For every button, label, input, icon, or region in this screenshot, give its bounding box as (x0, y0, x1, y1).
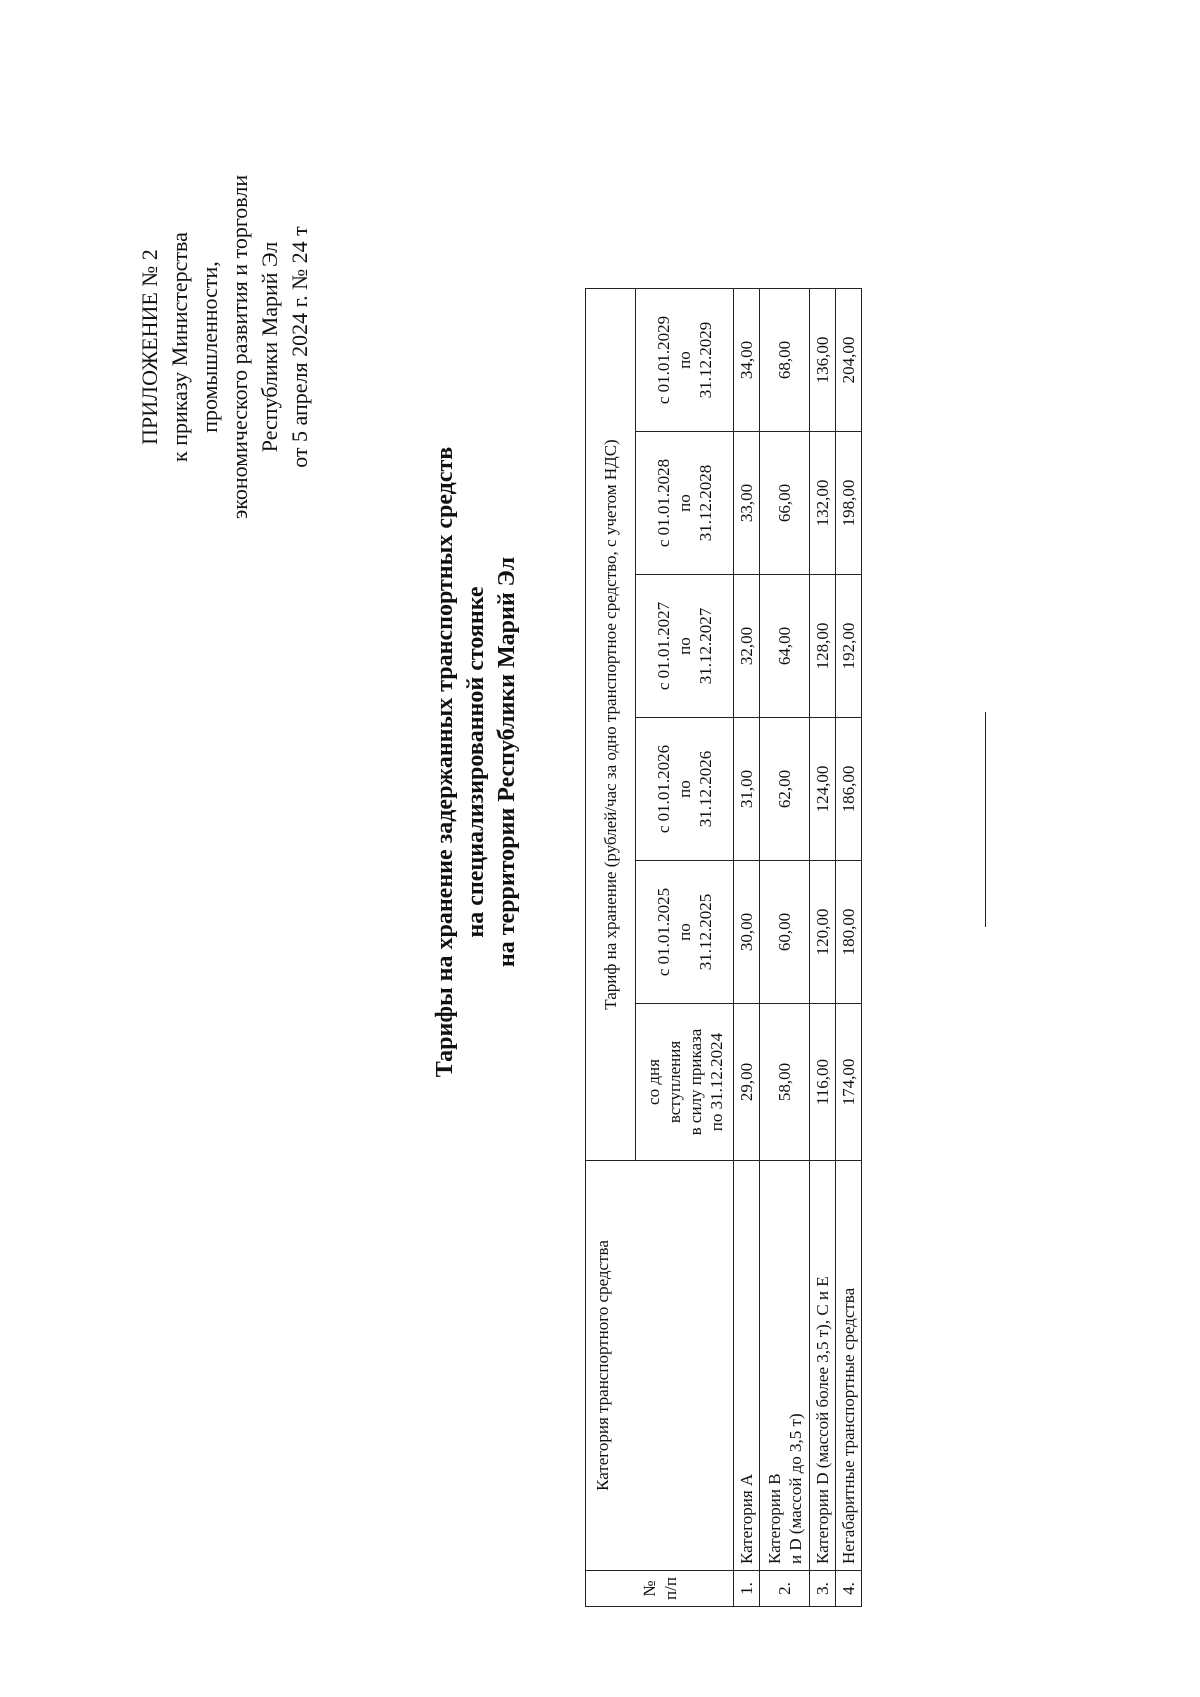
category-line: Категории D (массой более 3,5 т), С и Е (813, 1276, 832, 1564)
tariff-value: 192,00 (836, 575, 862, 718)
period-line: 31.12.2026 (696, 750, 715, 828)
period-line: с 01.01.2025 (654, 887, 673, 977)
title-line: на территории Республики Марий Эл (494, 556, 520, 968)
row-category (760, 1161, 810, 1571)
period-line: со дня (643, 1059, 663, 1105)
period-line: 31.12.2029 (696, 321, 715, 399)
table-row (810, 289, 836, 1607)
header-period (636, 861, 734, 1004)
header-category: Категория транспортного средства (586, 1161, 734, 1571)
period-line: 31.12.2027 (696, 607, 715, 685)
header-period (636, 575, 734, 718)
header-period (636, 432, 734, 575)
category-line: Негабаритные транспортные средства (839, 1287, 858, 1564)
tariff-value: 32,00 (734, 575, 760, 718)
tariff-value: 204,00 (836, 289, 862, 432)
period-line: по (675, 494, 694, 512)
title-line: на специализированной стоянке (463, 586, 489, 938)
tariff-value: 198,00 (836, 432, 862, 575)
period-line: в силу приказа (685, 1028, 705, 1136)
header-period (636, 718, 734, 861)
appendix-line: ПРИЛОЖЕНИЕ № 2 (137, 249, 162, 445)
tariff-value: 186,00 (836, 718, 862, 861)
period-line: по (675, 637, 694, 655)
table-row (760, 289, 810, 1607)
table-header-row (586, 289, 636, 1607)
row-number: 3. (810, 1571, 836, 1607)
period-line: с 01.01.2027 (654, 601, 673, 691)
tariff-value: 174,00 (836, 1004, 862, 1161)
table-body (734, 289, 862, 1607)
period-line: по (675, 780, 694, 798)
tariff-value: 30,00 (734, 861, 760, 1004)
tariff-value: 120,00 (810, 861, 836, 1004)
header-period (636, 289, 734, 432)
period-line: с 01.01.2028 (654, 458, 673, 548)
category-line: Категория А (737, 1473, 756, 1564)
table-row (836, 289, 862, 1607)
row-number: 1. (734, 1571, 760, 1607)
tariff-value: 136,00 (810, 289, 836, 432)
appendix-header (135, 87, 315, 607)
document-title (430, 187, 523, 1337)
appendix-line: от 5 апреля 2024 г. № 24 т (287, 226, 312, 468)
period-line: по 31.12.2024 (706, 1032, 726, 1132)
tariff-value: 60,00 (760, 861, 810, 1004)
tariff-table (585, 288, 862, 1607)
tariff-value: 64,00 (760, 575, 810, 718)
row-category (836, 1161, 862, 1571)
period-line: по (675, 351, 694, 369)
header-period (636, 1004, 734, 1161)
period-line: с 01.01.2029 (654, 315, 673, 405)
appendix-line: Республики Марий Эл (257, 241, 282, 453)
divider-line (985, 712, 986, 927)
tariff-value: 62,00 (760, 718, 810, 861)
title-line: Тарифы на хранение задержанных транспортных средств (432, 446, 458, 1078)
period-line: 31.12.2028 (696, 464, 715, 542)
tariff-value: 66,00 (760, 432, 810, 575)
tariff-value: 58,00 (760, 1004, 810, 1161)
header-tariff: Тариф на хранение (рублей/час за одно транспортное средство, с учетом НДС) (586, 289, 636, 1161)
table-row (734, 289, 760, 1607)
tariff-value: 68,00 (760, 289, 810, 432)
category-line: Категории В (764, 1473, 784, 1564)
appendix-line: к приказу Министерства (167, 232, 192, 462)
tariff-value: 132,00 (810, 432, 836, 575)
tariff-value: 180,00 (836, 861, 862, 1004)
category-line: и D (массой до 3,5 т) (785, 1413, 805, 1564)
row-number: 2. (760, 1571, 810, 1607)
period-line: 31.12.2025 (696, 893, 715, 971)
tariff-value: 33,00 (734, 432, 760, 575)
row-category (734, 1161, 760, 1571)
tariff-value: 34,00 (734, 289, 760, 432)
tariff-value: 116,00 (810, 1004, 836, 1161)
row-category (810, 1161, 836, 1571)
header-number: № п/п (586, 1571, 734, 1607)
period-line: вступления (664, 1040, 684, 1124)
row-number: 4. (836, 1571, 862, 1607)
appendix-line: промышленности, (197, 261, 222, 433)
period-line: по (675, 923, 694, 941)
tariff-value: 128,00 (810, 575, 836, 718)
tariff-value: 124,00 (810, 718, 836, 861)
tariff-value: 31,00 (734, 718, 760, 861)
period-line: с 01.01.2026 (654, 744, 673, 834)
appendix-line: экономического развития и торговли (227, 174, 252, 520)
tariff-value: 29,00 (734, 1004, 760, 1161)
